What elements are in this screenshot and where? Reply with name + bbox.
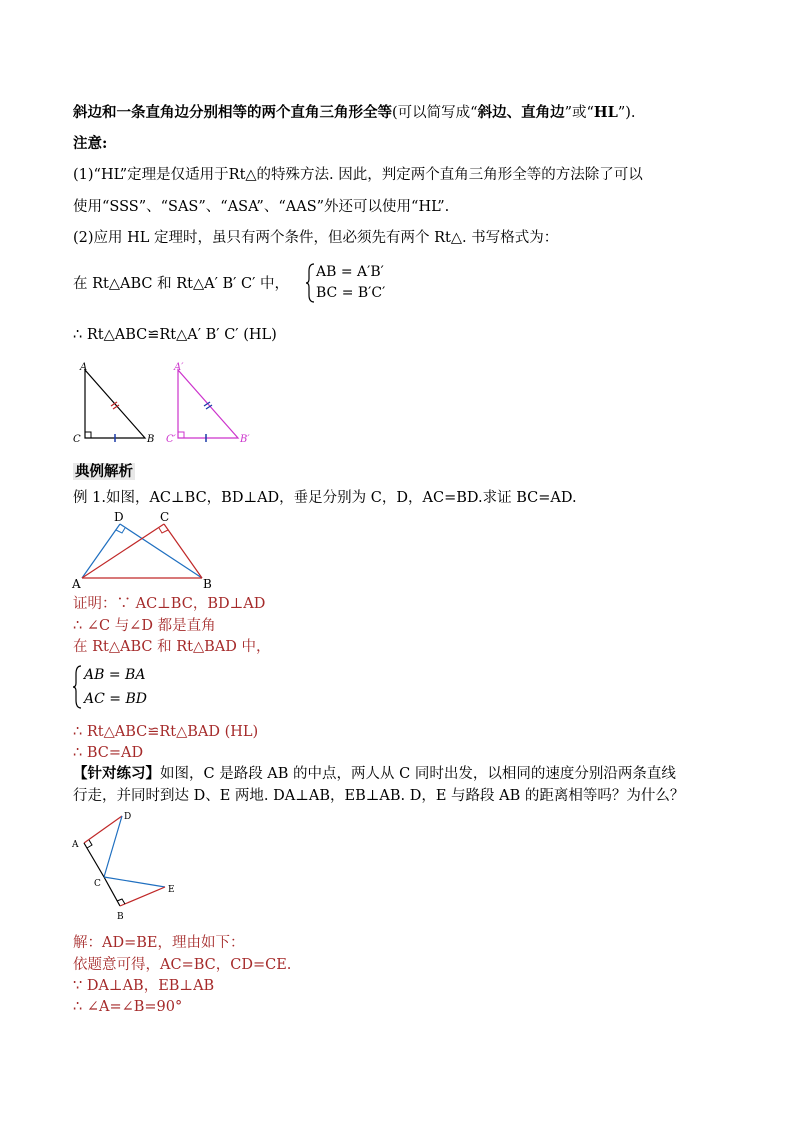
label-B1: B′ — [240, 434, 250, 445]
ex-label-C: C — [160, 510, 170, 524]
note-p2: (2)应用 HL 定理时，虽只有两个条件，但必须先有两个 Rt△. 书写格式为： — [73, 230, 559, 246]
ex-label-B: B — [203, 577, 212, 591]
theorem-abbr1: 斜边、直角边 — [477, 104, 565, 121]
pr-label-B: B — [117, 912, 124, 922]
solution-line2: 依题意可得，AC=BC，CD=CE. — [73, 957, 292, 973]
format-eq1: AB = A′B′ — [316, 264, 384, 280]
format-brace — [306, 263, 316, 303]
proof-eq2: AC = BD — [84, 691, 147, 707]
seg-cb — [104, 877, 120, 906]
proof-line4: ∴ Rt△ABC≌Rt△BAD (HL) — [73, 724, 259, 740]
solution-line3: ∵ DA⊥AB，EB⊥AB — [73, 978, 215, 994]
segment-ad — [82, 524, 120, 578]
proof-line2: ∴ ∠C 与∠D 都是直角 — [73, 618, 216, 634]
proof-line1: 证明：∵ AC⊥BC，BD⊥AD — [73, 596, 266, 612]
theorem-line — [73, 103, 636, 123]
figure-congruent-triangles — [70, 360, 270, 450]
proof-line5: ∴ BC=AD — [73, 745, 144, 761]
practice-line1 — [73, 764, 676, 784]
proof-brace — [73, 665, 83, 709]
pr-label-C: C — [94, 879, 101, 889]
seg-dc — [104, 816, 122, 877]
ex-label-D: D — [114, 510, 124, 524]
theorem-normal: (可以简写成“ — [392, 105, 478, 121]
proof-eq1: AB = BA — [84, 667, 146, 683]
seg-ce — [104, 877, 165, 887]
segment-cb — [164, 524, 202, 578]
format-intro: 在 Rt△ABC 和 Rt△A′ B′ C′ 中， — [73, 276, 290, 292]
label-C1: C′ — [166, 434, 176, 445]
practice-text1: 如图，C 是路段 AB 的中点，两人从 C 同时出发，以相同的速度分别沿两条直线 — [160, 766, 676, 782]
label-B: B — [147, 434, 155, 445]
theorem-bold: 斜边和一条直角边分别相等的两个直角三角形全等 — [73, 104, 392, 121]
section-title-text: 典例解析 — [75, 463, 133, 480]
format-eq2: BC = B′C′ — [316, 285, 386, 301]
theorem-mid: ”或“ — [564, 105, 594, 121]
example1-problem: 例 1.如图，AC⊥BC，BD⊥AD，垂足分别为 C，D，AC=BD.求证 BC=AD. — [73, 490, 577, 506]
label-A: A — [80, 362, 88, 373]
pr-label-E: E — [168, 885, 175, 895]
seg-ad — [84, 816, 122, 843]
ex-label-A: A — [72, 577, 81, 591]
pr-label-A: A — [72, 840, 79, 850]
note-p1-line1: (1)“HL”定理是仅适用于Rt△的特殊方法. 因此，判定两个直角三角形全等的方法除了可以 — [73, 167, 643, 183]
note-p1-line2: 使用“SSS”、“SAS”、“ASA”、“AAS”外还可以使用“HL”. — [73, 199, 450, 215]
section-title — [73, 462, 135, 482]
right-angle-mark-c — [85, 432, 91, 438]
theorem-end: ”). — [617, 105, 636, 121]
right-angle-mark-a — [87, 840, 92, 848]
theorem-abbr2: HL — [593, 104, 618, 121]
label-C: C — [73, 434, 81, 445]
solution-line4: ∴ ∠A=∠B=90° — [73, 999, 183, 1015]
practice-line2: 行走，并同时到达 D、E 两地. DA⊥AB，EB⊥AB. D，E 与路段 AB 的距离相等吗？为什么？ — [73, 788, 685, 804]
note-title: 注意: — [73, 135, 108, 152]
label-A1: A′ — [174, 362, 184, 373]
seg-eb — [120, 887, 165, 906]
format-conclusion: ∴ Rt△ABC≌Rt△A′ B′ C′ (HL) — [73, 327, 277, 343]
solution-line1: 解：AD=BE，理由如下： — [73, 935, 245, 951]
seg-ac — [84, 843, 104, 877]
pr-label-D: D — [124, 812, 132, 822]
figure-practice — [70, 808, 190, 926]
proof-line3: 在 Rt△ABC 和 Rt△BAD 中， — [73, 639, 271, 655]
figure-example1 — [72, 510, 222, 595]
right-angle-mark-c1 — [178, 432, 184, 438]
practice-tag: 【针对练习】 — [73, 765, 160, 782]
